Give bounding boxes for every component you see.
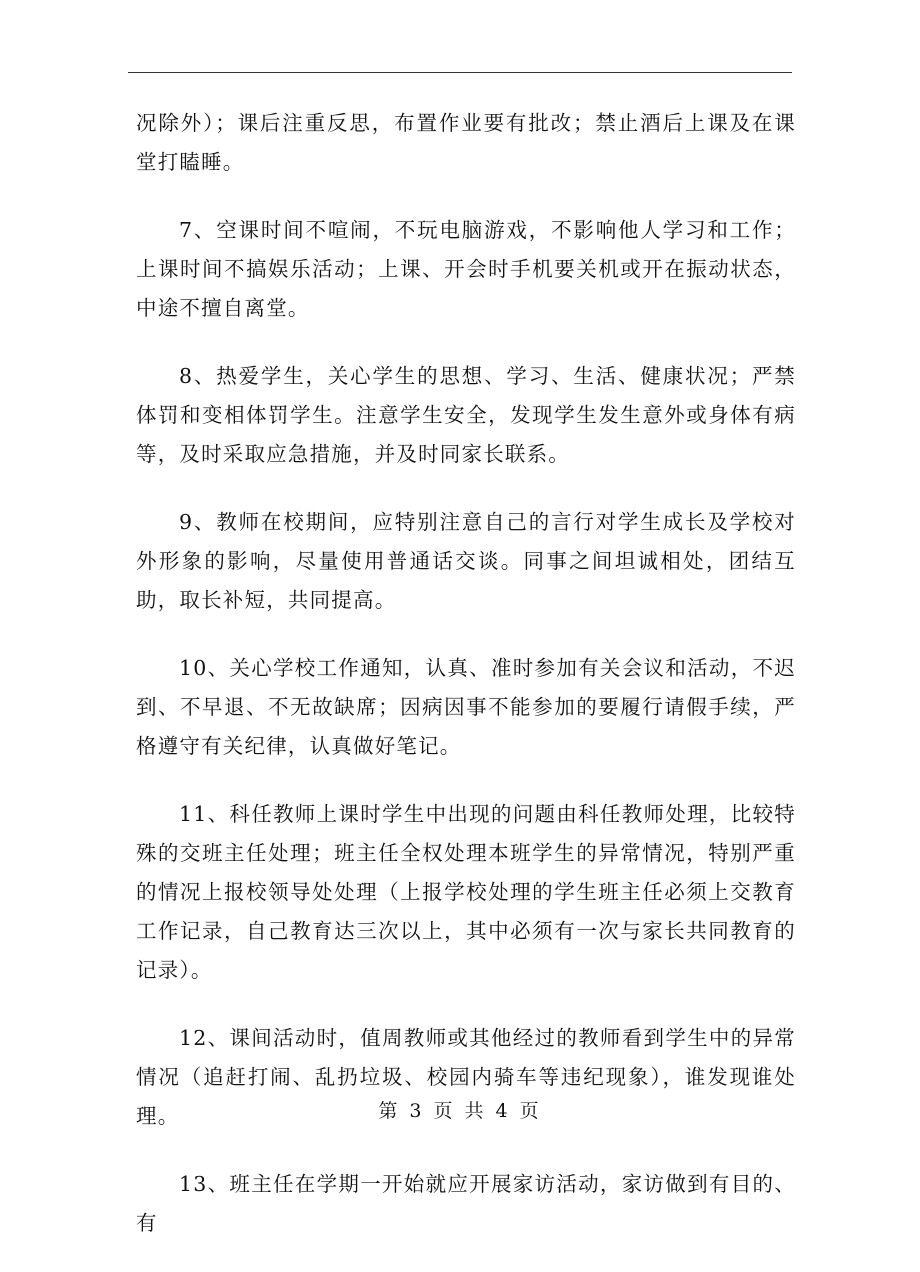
paragraph-item-8: 8、热爱学生，关心学生的思想、学习、生活、健康状况；严禁体罚和变相体罚学生。注意学生安全，发现学生发生意外或身体有病等，及时采取应急措施，并及时同家长联系。 — [136, 364, 796, 466]
paragraph-item-7: 7、空课时间不喧闹，不玩电脑游戏，不影响他人学习和工作；上课时间不搞娱乐活动；上课、开会时手机要关机或开在振动状态，中途不擅自离堂。 — [136, 218, 796, 320]
page-footer: 第 3 页 共 4 页 — [378, 1100, 542, 1122]
paragraph-item-10: 10、关心学校工作通知，认真、准时参加有关会议和活动，不迟到、不早退、不无故缺席；因病因事不能参加的要履行请假手续，严格遵守有关纪律，认真做好笔记。 — [136, 656, 796, 758]
paragraph-item-11: 11、科任教师上课时学生中出现的问题由科任教师处理，比较特殊的交班主任处理；班主任全权处理本班学生的异常情况，特别严重的情况上报校领导处处理（上报学校处理的学生班主任必须上交教育工作记录，自己教育达三次以上，其中必须有一次与家长共同教育的记录）。 — [136, 802, 796, 982]
paragraph-continuation: 况除外）；课后注重反思，布置作业要有批改；禁止酒后上课及在课堂打瞌睡。 — [136, 111, 796, 174]
paragraph-item-12: 12、课间活动时，值周教师或其他经过的教师看到学生中的异常情况（追赶打闹、乱扔垃圾、校园内骑车等违纪现象），谁发现谁处理。 — [136, 1026, 796, 1128]
header-rule — [128, 72, 792, 73]
paragraph-item-13: 13、班主任在学期一开始就应开展家访活动，家访做到有目的、有 — [136, 1172, 796, 1235]
paragraph-item-9: 9、教师在校期间，应特别注意自己的言行对学生成长及学校对外形象的影响，尽量使用普通话交谈。同事之间坦诚相处，团结互助，取长补短，共同提高。 — [136, 510, 796, 612]
